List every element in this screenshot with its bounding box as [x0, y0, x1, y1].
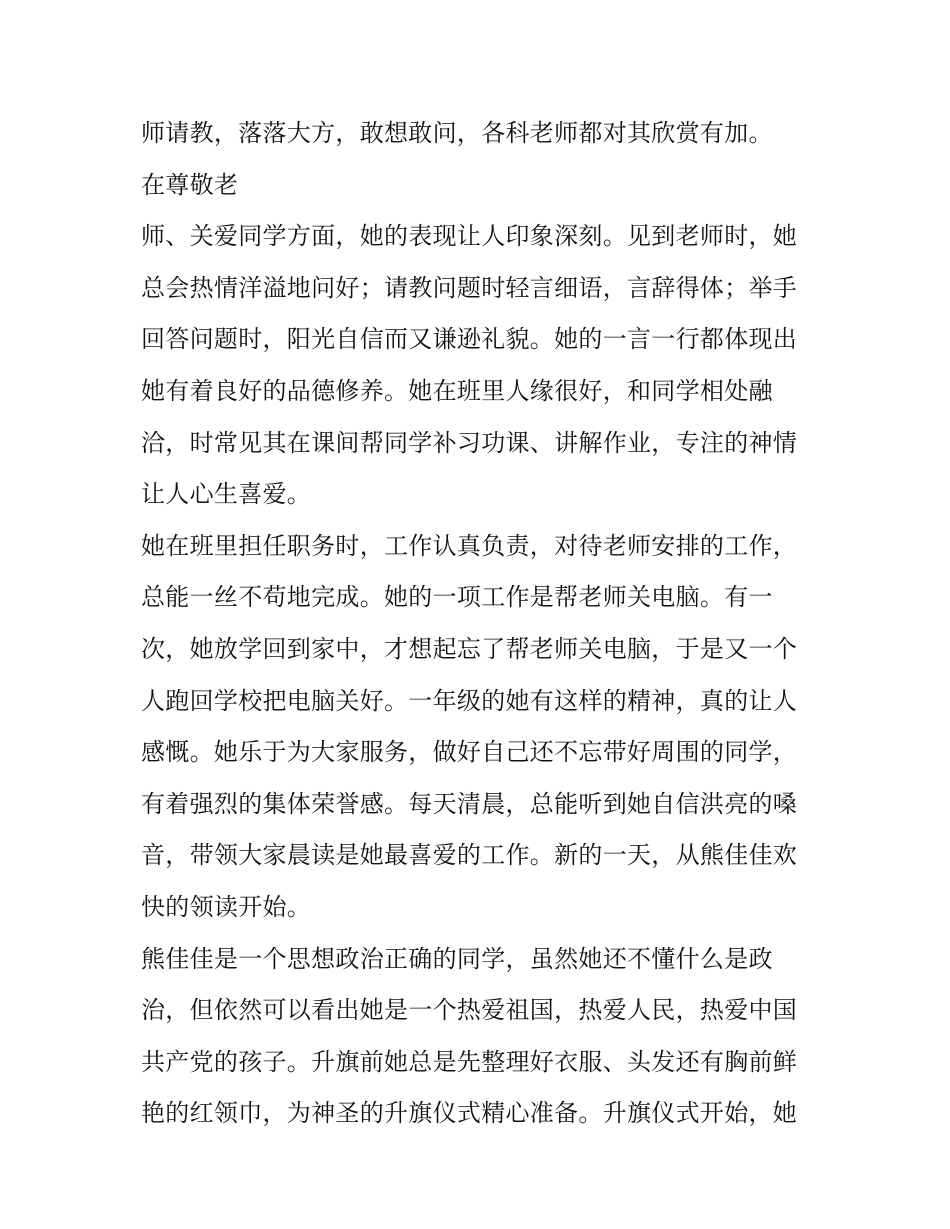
text-line-5: 回答问题时，阳光自信而又谦逊礼貌。她的一言一行都体现出	[141, 325, 798, 354]
text-line-11: 次，她放学回到家中，才想起忘了帮老师关电脑，于是又一个	[141, 634, 798, 663]
text-line-3: 师、关爱同学方面，她的表现让人印象深刻。见到老师时，她	[141, 222, 798, 251]
text-line-14: 有着强烈的集体荣誉感。每天清晨，总能听到她自信洪亮的嗓	[141, 789, 798, 818]
document-body	[141, 108, 821, 1140]
text-line-15: 音，带领大家晨读是她最喜爱的工作。新的一天，从熊佳佳欢	[141, 841, 798, 870]
text-line-8: 让人心生喜爱。	[141, 480, 312, 509]
text-line-18: 治，但依然可以看出她是一个热爱祖国，热爱人民，热爱中国	[141, 996, 798, 1025]
text-line-20: 艳的红领巾，为神圣的升旗仪式精心准备。升旗仪式开始，她	[141, 1099, 798, 1128]
text-line-17: 熊佳佳是一个思想政治正确的同学，虽然她还不懂什么是政	[141, 944, 773, 973]
text-line-19: 共产党的孩子。升旗前她总是先整理好衣服、头发还有胸前鲜	[141, 1047, 798, 1076]
text-line-12: 人跑回学校把电脑关好。一年级的她有这样的精神，真的让人	[141, 686, 798, 715]
text-line-16: 快的领读开始。	[141, 892, 312, 921]
text-line-9: 她在班里担任职务时，工作认真负责，对待老师安排的工作，	[141, 531, 798, 560]
text-line-1: 师请教，落落大方，敢想敢问，各科老师都对其欣赏有加。	[141, 119, 773, 147]
text-line-13: 感慨。她乐于为大家服务，做好自己还不忘带好周围的同学，	[141, 738, 798, 767]
text-line-6: 她有着良好的品德修养。她在班里人缘很好，和同学相处融	[141, 376, 773, 405]
text-line-10: 总能一丝不苟地完成。她的一项工作是帮老师关电脑。有一	[141, 583, 773, 612]
text-line-7: 洽，时常见其在课间帮同学补习功课、讲解作业，专注的神情	[141, 428, 798, 457]
text-line-4: 总会热情洋溢地问好；请教问题时轻言细语，言辞得体；举手	[141, 273, 798, 302]
text-line-2: 在尊敬老	[141, 170, 239, 199]
